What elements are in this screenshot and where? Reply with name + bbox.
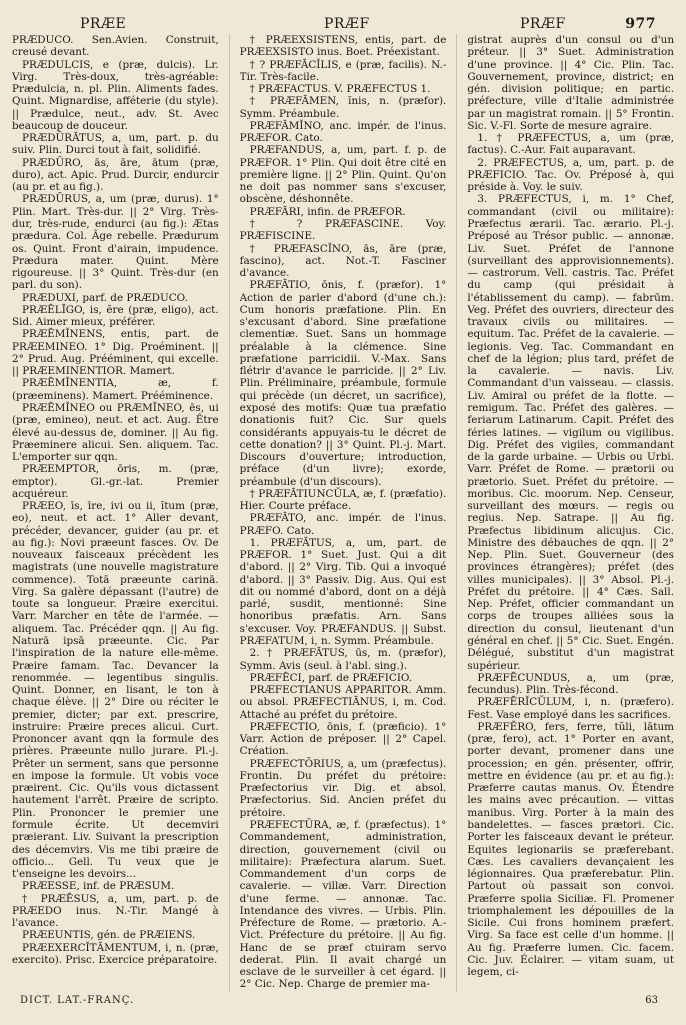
dictionary-entry: 3. PRÆFECTUS, i, m. 1° Chef, commandant (civil ou militaire): Præfectus ærarii. Tac. ærario. Pl.-j. Préposé au Trésor public. — annonæ. Liv. Suet. Préfet de l'annone (surveillant des approvisionnements). — castrorum. Vell. castris. Tac. Préfet du camp (qui présidait à l'établissement du camp). — fabrūm. Veg. Préfet des ouvriers, directeur des travaux civils ou militaires. — equitum. Tac. Préfet de la cavalerie. — legionis. Veg. Tac. Commandant en chef de la légion; plus tard, préfet de la cavalerie. — navis. Liv. Commandant d'un vaisseau. — classis. Liv. Amiral ou préfet de la flotte. — remigum. Tac. Préfet des galères. — feriarum Latinarum. Capit. Préfet des féries latines. — vigilum ou vigilibus. Dig. Préfet des vigiles, commandant de la garde urbaine. — Urbis ou Urbi. Varr. Préfet de Rome. — prætorii ou prætorio. Suet. Préfet du prétoire. — moribus. Cic. moorum. Nep. Censeur, surveillant des mœurs. — regis ou regius. Nep. Satrape. || Au fig. Præfectus libidinum alicujus. Cic. Ministre des débauches de qqn. || 2° Nep. Plin. Suet. Gouverneur (des provinces étrangères); préfet (des villes municipales). || 3° Absol. Pl.-j. Préfet du prétoire. || 4° Cæs. Sall. Nep. Préfet, officier commandant un corps de troupes alliées sous la direction du consul, lieutenant d'un général en chef. || 5° Cic. Suet. Engén. Délégué, substitut d'un magistrat supérieur.	[467, 193, 674, 672]
dictionary-entry: PRÆEO, īs, īre, ivi ou ii, ĭtum (præ, eo), neut. et act. 1° Aller devant, précéder, devancer, guider (au pr. et au fig.): Novi præeunt fasces. Ov. De nouveaux faisceaux précèdent les magistrats (une nouvelle magistrature commence). Totā præeunte carinā. Virg. Sa galère dépassant (l'autre) de toute sa longueur. Præire exercitui. Varr. Marcher en tête de l'armée. — aliquem. Tac. Précéder qqn. || Au fig. Naturā ipsā præeunte. Cic. Par l'inspiration de la nature elle-même. Præire famam. Tac. Devancer la renommée. — legentibus singulis. Quint. Donner, en lisant, le ton à chaque élève. || 2° Dire ou réciter le premier, dicter; par ext. prescrire, instruire: Præire preces alicui. Curt. Prononcer avant qqn la formule des prières. Præeunte nullo jurare. Pl.-j. Prêter un serment, sans que personne en impose la formule. Ut vobis voce præirent. Cic. Qu'ils vous dictassent hautement l'arrêt. Præire de scripto. Plin. Prononcer le premier une formule écrite. Ut decemviri præierant. Liv. Suivant la prescription des décemvirs. Vis me tibi præire de officio... Gell. Tu veux que je t'enseigne les devoirs...	[12, 500, 219, 881]
dictionary-entry: PRÆFĀRI, infin. de PRÆFOR.	[249, 205, 406, 218]
column-divider	[456, 34, 457, 992]
dictionary-entry: PRÆFECTIO, ōnis, f. (præficio). 1° Varr. Action de préposer. || 2° Capel. Création.	[239, 720, 447, 758]
dictionary-entry: PRÆĒMĬNEO ou PRÆMĬNEO, ēs, ui (præ, emineo), neut. et act. Aug. Être élevé au-dessus de, dominer. || Au fig. Præeminere alicui. Sen. aliquem. Tac. L'emporter sur qqn.	[12, 401, 219, 464]
header-left-guide-word: PRÆE	[80, 16, 127, 32]
text-columns	[12, 34, 674, 992]
dictionary-entry: PRÆFECTIANUS APPARITOR. Amm. ou absol. PRÆFECTIĀNUS, i, m. Cod. Attaché au préfet du prétoire.	[239, 684, 447, 721]
dictionary-entry: PRÆFECTŪRA, æ, f. (præfectus). 1° Commandement, administration, direction, gouvernement (civil ou militaire): Præfectura alarum. Suet. Commandement d'un corps de cavalerie. — villæ. Varr. Direction d'une ferme. — annonæ. Tac. Intendance des vivres. — Urbis. Plin. Préfecture de Rome. — prætorio. A.-Vict. Préfecture du prétoire. || Au fig. Hanc de se præf ctuiram servo dederat. Plin. Il avait chargé un esclave de le surveiller à cet égard. || 2° Cic. Nep. Charge de premier ma-	[239, 819, 447, 991]
dictionary-entry: † PRÆĒSUS, a, um, part. p. de PRÆEDO inus. N.-Tir. Mangé à l'avance.	[12, 892, 219, 930]
footer-sheet-number: 63	[645, 995, 658, 1006]
dictionary-entry: PRÆDŪRĀTUS, a, um, part. p. du suiv. Plin. Durci tout à fait, solidifié.	[12, 132, 219, 157]
dictionary-entry: † PRÆFĀMEN, ĭnis, n. (præfor). Symm. Préambule.	[239, 95, 447, 120]
dictionary-entry: gistrat auprès d'un consul ou d'un préteur. || 3° Suet. Administration d'une province. || 4° Cic. Plin. Tac. Gouvernement, province, district; en gén. division politique; en partic. préfecture, ville d'Italie administrée par un magistrat romain. || 5° Frontin. Sic. V.-Fl. Sorte de mesure agraire.	[467, 34, 674, 132]
dictionary-entry: 1. PRÆFĀTUS, a, um, part. de PRÆFOR. 1° Suet. Just. Qui a dit d'abord. || 2° Virg. Tib. Qui a invoqué d'abord. || 3° Passiv. Dig. Aus. Qui est dit ou nommé d'abord, dont on a déjà parlé, susdit, mentionné: Sine honoribus præfatis. Arn. Sans s'excuser. Voy. PRÆFANDUS. || Subst. PRÆFATUM, i, n. Symm. Préambule.	[239, 536, 447, 648]
dictionary-entry: PRÆDŪRO, ās, āre, ātum (præ, duro), act. Apic. Prud. Durcir, endurcir (au pr. et au fig.).	[12, 156, 219, 194]
dictionary-entry: † ? PRÆFĀCĬLIS, e (præ, facilis). N.-Tir. Très-facile.	[239, 58, 447, 83]
dictionary-entry: PRÆĒLĪGO, is, ĕre (præ, eligo), act. Sid. Aimer mieux, préférer.	[12, 303, 219, 329]
dictionary-entry: PRÆFĒCUNDUS, a, um (præ, fecundus). Plin. Très-fécond.	[467, 671, 674, 697]
dictionary-entry: † PRÆFĀTIUNCŬLA, æ, f. (præfatio). Hier. Courte préface.	[239, 487, 447, 513]
dictionary-entry: PRÆESSE, inf. de PRÆSUM.	[22, 880, 175, 893]
column-3	[467, 34, 674, 992]
dictionary-entry: PRÆFĒRĬCŬLUM, i, n. (præfero). Fest. Vase employé dans les sacrifices.	[467, 696, 674, 721]
dictionary-entry: † PRÆEXSISTENS, entis, part. de PRÆEXSISTO inus. Boet. Préexistant.	[239, 34, 447, 59]
dictionary-entry: † PRÆFASCĬNO, ās, āre (præ, fascino), act. Not.-T. Fasciner d'avance.	[239, 242, 447, 280]
footer-signature: DICT. LAT.-FRANÇ.	[20, 995, 135, 1006]
column-1	[12, 34, 219, 992]
dictionary-entry: PRÆFĀMĬNO, anc. impér. de l'inus. PRÆFOR. Cato.	[239, 119, 447, 145]
dictionary-entry: † ? PRÆFASCINE. Voy. PRÆFISCINE.	[239, 217, 447, 243]
dictionary-entry: 2. PRÆFECTUS, a, um, part. p. de PRÆFICIO. Tac. Ov. Préposé à, qui préside à. Voy. le suiv.	[467, 156, 674, 194]
page-footer	[20, 995, 668, 1009]
column-divider	[229, 34, 230, 992]
dictionary-entry: PRÆDULCIS, e (præ, dulcis). Lr. Virg. Très-doux, très-agréable: Prædulcia, n. pl. Plin. Aliments fades. Quint. Mignardise, afféterie (du style). || Prædulce, neut., adv. St. Avec beaucoup de douceur.	[12, 58, 219, 132]
dictionary-entry: PRÆFĀTIO, ōnis, f. (præfor). 1° Action de parler d'abord (d'une ch.): Cum honoris præfatione. Plin. En s'excusant d'abord. Sine præfatione clementiæ. Suet. Sans un hommage préalable à la clémence. Sine præfatione parricidii. V.-Max. Sans flétrir d'avance le parricide. || 2° Liv. Plin. Préliminaire, préambule, formule qui précède (un décret, un sacrifice), exposé des motifs: Quæ tua præfatio donationis fuit? Cic. Sur quels considérants appuyais-tu le décret de cette donation? || 3° Quint. Pl.-j. Mart. Discours d'ouverture; introduction, préface (d'un livre); exorde, préambule (d'un discours).	[239, 279, 447, 488]
dictionary-entry: PRÆFĀTO, anc. impér. de l'inus. PRÆFO. Cato.	[239, 512, 447, 537]
dictionary-entry: PRÆEXERCĬTĀMENTUM, i, n. (præ, exercito). Prisc. Exercice préparatoire.	[12, 941, 219, 966]
header-center-guide-word: PRÆF	[324, 16, 370, 32]
dictionary-entry: PRÆDUXI, parf. de PRÆDUCO.	[22, 291, 188, 304]
dictionary-entry: PRÆEMPTOR, ōris, m. (præ, emptor). Gl.-gr.-lat. Premier acquéreur.	[12, 463, 219, 500]
dictionary-entry: PRÆĒMĬNENS, entis, part. de PRÆEMINEO. 1° Dig. Proéminent. || 2° Prud. Aug. Prééminent, qui excelle. || PRÆEMINENTIOR. Mamert.	[12, 328, 219, 378]
running-header	[12, 12, 674, 34]
header-right-guide-word: PRÆF	[520, 16, 566, 32]
dictionary-entry: PRÆFECTŌRIUS, a, um (præfectus). Frontin. Du préfet du prétoire: Præfectorius vir. Dig. et absol. Præfectorius. Sid. Ancien préfet du prétoire.	[239, 757, 447, 819]
dictionary-entry: PRÆFĒCI, parf. de PRÆFICIO.	[249, 671, 413, 684]
dictionary-entry: PRÆĒMĬNENTIA, æ, f. (præeminens). Mamert. Prééminence.	[12, 377, 219, 402]
dictionary-entry: † PRÆFACTUS. V. PRÆFECTUS 1.	[249, 83, 431, 96]
dictionary-entry: PRÆFANDUS, a, um, part. f. p. de PRÆFOR. 1° Plin. Qui doit être cité en première ligne. || 2° Plin. Quint. Qu'on ne doit pas nommer sans s'excuser, obscène, déshonnête.	[239, 144, 447, 206]
dictionary-entry: 2. † PRÆFĀTUS, ūs, m. (præfor), Symm. Avis (seul. à l'abl. sing.).	[239, 647, 447, 672]
dictionary-entry: 1. † PRÆFECTUS, a, um (præ, factus). C.-Aur. Fait auparavant.	[467, 132, 674, 157]
column-2	[240, 34, 447, 992]
page-number: 977	[625, 16, 656, 32]
dictionary-entry: PRÆDŪRUS, a, um (præ, durus). 1° Plin. Mart. Très-dur. || 2° Virg. Très-dur, très-rude, endurci (au fig.): Ætas prædura. Col. Âge rebelle. Prædurum os. Quint. Front d'airain, impudence. Prædura mater. Quint. Mère rigoureuse. || 3° Quint. Très-dur (en parl. du son).	[12, 193, 219, 292]
dictionary-entry: PRÆEUNTIS, gén. de PRÆIENS.	[22, 929, 196, 942]
dictionary-entry: PRÆDUCO. Sen.Avien. Construit, creusé devant.	[12, 34, 219, 59]
dictionary-entry: PRÆFĔRO, fers, ferre, tŭli, lātum (præ, fero), act. 1° Porter en avant, porter devant, promener dans une procession; en gén. présenter, offrir, mettre en évidence (au pr. et au fig.): Præferre cautas manus. Ov. Étendre les mains avec précaution. — vittas manibus. Virg. Porter à la main des bandelettes. — fasces prætori. Cic. Porter les faisceaux devant le préteur. Equites legionariis se præferebant. Cæs. Les cavaliers devançaient les légionnaires. Qua præferebatur. Plin. Partout où passait son convoi. Præferre spolia Siciliæ. Fl. Promener triomphalement les dépouilles de la Sicile. Cui frons hominem præfert. Virg. Sa face est celle d'un homme. || Au fig. Præferre lumen. Cic. facem. Cic. Juv. Éclairer. — vitam suam, ut legem, ci-	[467, 720, 674, 979]
